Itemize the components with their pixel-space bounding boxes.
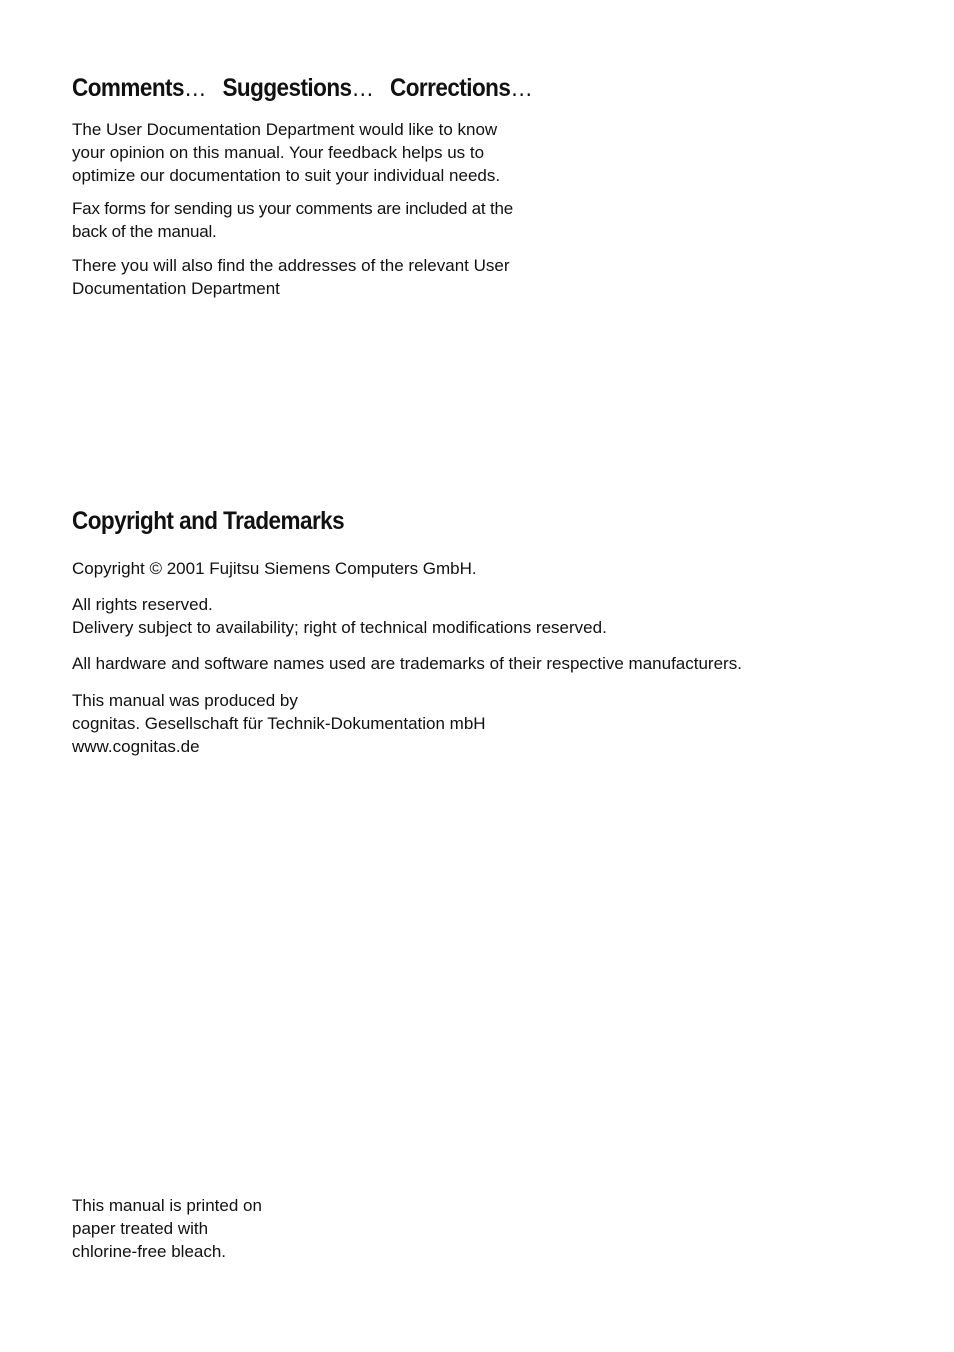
copyright-notice [72, 557, 477, 580]
text-line: your opinion on this manual. Your feedback helps us to [72, 143, 485, 162]
text-line: back of the manual. [72, 222, 217, 241]
text-line: Fax forms for sending us your comments are included at the [72, 199, 514, 218]
text-line: cognitas. Gesellschaft für Technik-Dokumentation mbH [72, 714, 486, 733]
text-line: There you will also find the addresses of the relevant User [72, 256, 510, 275]
text-line: chlorine-free bleach. [72, 1242, 227, 1261]
heading-suggestions: Suggestions [222, 74, 352, 102]
text-line: This manual is printed on [72, 1196, 262, 1215]
text-line: The User Documentation Department would like to know [72, 120, 498, 139]
text-line: optimize our documentation to suit your individual needs. [72, 166, 501, 185]
heading-ellipsis: … [510, 74, 533, 102]
text-line: Documentation Department [72, 279, 280, 298]
trademarks-paragraph [72, 652, 742, 675]
text-line: paper treated with [72, 1219, 209, 1238]
text-line: Copyright © 2001 Fujitsu Siemens Computers GmbH. [72, 559, 477, 578]
printing-note [72, 1194, 262, 1263]
rights-paragraph [72, 593, 607, 639]
heading-ellipsis: … [351, 74, 374, 102]
producer-paragraph [72, 689, 486, 758]
feedback-heading [72, 74, 532, 103]
text-line: This manual was produced by [72, 691, 298, 710]
addresses-paragraph [72, 254, 510, 300]
text-line: All rights reserved. [72, 595, 213, 614]
heading-corrections: Corrections [390, 74, 511, 102]
text-line: All hardware and software names used are trademarks of their respective manufacturers. [72, 654, 742, 673]
heading-comments: Comments [72, 74, 184, 102]
website-text: www.cognitas.de [72, 737, 200, 756]
feedback-intro-paragraph [72, 118, 500, 187]
heading-ellipsis: … [183, 74, 206, 102]
fax-forms-paragraph [72, 197, 513, 243]
copyright-heading: Copyright and Trademarks [72, 507, 345, 535]
text-line: Delivery subject to availability; right of technical modifications reserved. [72, 618, 607, 637]
